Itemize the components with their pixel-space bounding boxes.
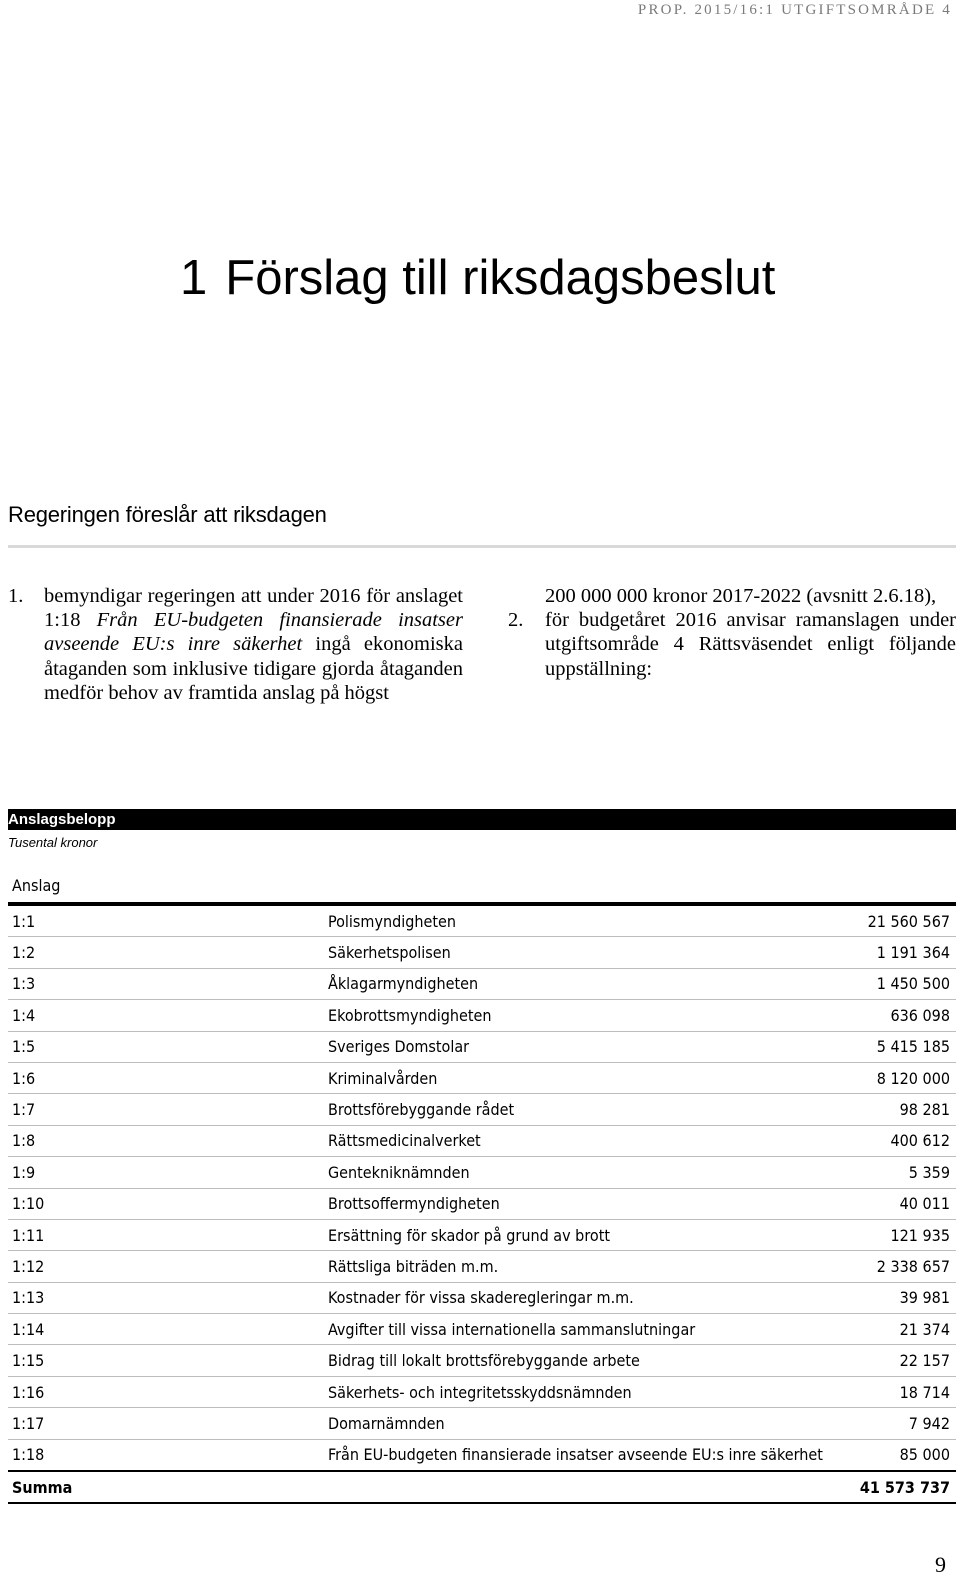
item-number: 1. bbox=[8, 585, 24, 607]
row-amount: 7 942 bbox=[640, 1408, 956, 1439]
row-code: 1:10 bbox=[8, 1188, 324, 1219]
row-amount: 21 560 567 bbox=[640, 904, 956, 937]
table-row bbox=[8, 1408, 956, 1439]
row-name: Gentekniknämnden bbox=[324, 1157, 640, 1188]
row-amount: 39 981 bbox=[640, 1282, 956, 1313]
row-code: 1:3 bbox=[8, 968, 324, 999]
item-text-b: ingå ekonomiska åtaganden som inklusive tidigare gjorda åtaganden medför behov av framtida anslag på högst bbox=[44, 633, 463, 704]
sum-amount: 41 573 737 bbox=[640, 1471, 956, 1503]
table-row bbox=[8, 1282, 956, 1313]
row-name: Ersättning för skador på grund av brott bbox=[324, 1219, 640, 1250]
table-row bbox=[8, 1251, 956, 1282]
proposal-item-1 bbox=[8, 584, 463, 705]
table-row bbox=[8, 1094, 956, 1125]
row-amount: 636 098 bbox=[640, 1000, 956, 1031]
row-name: Polismyndigheten bbox=[324, 904, 640, 937]
item-text: för budgetåret 2016 anvisar ramanslagen under utgiftsområde 4 Rättsväsendet enligt följande uppställning: bbox=[545, 609, 956, 680]
row-code: 1:13 bbox=[8, 1282, 324, 1313]
row-code: 1:7 bbox=[8, 1094, 324, 1125]
proposal-item-1-continuation: 200 000 000 kronor 2017-2022 (avsnitt 2.6.18), bbox=[545, 585, 937, 607]
column-left bbox=[8, 584, 463, 705]
row-amount: 5 415 185 bbox=[640, 1031, 956, 1062]
table-row bbox=[8, 1439, 956, 1471]
table-unit: Tusental kronor bbox=[8, 835, 98, 850]
table-row bbox=[8, 1031, 956, 1062]
row-code: 1:18 bbox=[8, 1439, 324, 1471]
row-code: 1:9 bbox=[8, 1157, 324, 1188]
row-name: Säkerhetspolisen bbox=[324, 937, 640, 968]
chapter-number: 1 bbox=[180, 251, 208, 305]
table-row bbox=[8, 1219, 956, 1250]
page-number: 9 bbox=[935, 1552, 946, 1577]
row-amount: 85 000 bbox=[640, 1439, 956, 1471]
row-name: Brottsoffermyndigheten bbox=[324, 1188, 640, 1219]
running-header: PROP. 2015/16:1 UTGIFTSOMRÅDE 4 bbox=[637, 2, 952, 18]
row-code: 1:17 bbox=[8, 1408, 324, 1439]
appropriations-table bbox=[8, 868, 956, 1504]
row-name: Ekobrottsmyndigheten bbox=[324, 1000, 640, 1031]
row-name: Avgifter till vissa internationella sammanslutningar bbox=[324, 1314, 640, 1345]
row-name: Brottsförebyggande rådet bbox=[324, 1094, 640, 1125]
row-code: 1:2 bbox=[8, 937, 324, 968]
row-name: Rättsmedicinalverket bbox=[324, 1125, 640, 1156]
row-amount: 2 338 657 bbox=[640, 1251, 956, 1282]
table-title: Anslagsbelopp bbox=[8, 809, 956, 830]
table-row bbox=[8, 1314, 956, 1345]
row-code: 1:6 bbox=[8, 1062, 324, 1093]
table-row bbox=[8, 1062, 956, 1093]
table-sum-row bbox=[8, 1471, 956, 1503]
lead-heading: Regeringen föreslår att riksdagen bbox=[8, 502, 327, 527]
table-row bbox=[8, 904, 956, 937]
row-amount: 1 191 364 bbox=[640, 937, 956, 968]
row-code: 1:16 bbox=[8, 1376, 324, 1407]
item-text-a: bemyndigar regeringen att under 2016 för anslaget 1:18 bbox=[44, 585, 463, 632]
row-name: Åklagarmyndigheten bbox=[324, 968, 640, 999]
table-row bbox=[8, 968, 956, 999]
row-name: Kriminalvården bbox=[324, 1062, 640, 1093]
row-code: 1:1 bbox=[8, 904, 324, 937]
row-name: Rättsliga biträden m.m. bbox=[324, 1251, 640, 1282]
row-code: 1:15 bbox=[8, 1345, 324, 1376]
table-row bbox=[8, 937, 956, 968]
row-name: Kostnader för vissa skaderegleringar m.m. bbox=[324, 1282, 640, 1313]
chapter-title-text: Förslag till riksdagsbeslut bbox=[225, 251, 776, 305]
row-amount: 22 157 bbox=[640, 1345, 956, 1376]
row-amount: 18 714 bbox=[640, 1376, 956, 1407]
table bbox=[8, 868, 956, 1504]
table-row bbox=[8, 1157, 956, 1188]
column-header-anslag: Anslag bbox=[8, 868, 956, 904]
column-right bbox=[508, 584, 956, 681]
sum-label: Summa bbox=[8, 1471, 640, 1503]
row-code: 1:11 bbox=[8, 1219, 324, 1250]
row-amount: 1 450 500 bbox=[640, 968, 956, 999]
row-amount: 98 281 bbox=[640, 1094, 956, 1125]
row-code: 1:12 bbox=[8, 1251, 324, 1282]
table-row bbox=[8, 1188, 956, 1219]
table-body bbox=[8, 904, 956, 1503]
row-amount: 21 374 bbox=[640, 1314, 956, 1345]
row-code: 1:14 bbox=[8, 1314, 324, 1345]
item-number: 2. bbox=[508, 609, 524, 632]
row-code: 1:4 bbox=[8, 1000, 324, 1031]
table-header-row bbox=[8, 868, 956, 904]
row-amount: 5 359 bbox=[640, 1157, 956, 1188]
row-name: Från EU-budgeten finansierade insatser avseende EU:s inre säkerhet bbox=[324, 1439, 640, 1471]
lead-divider bbox=[8, 545, 956, 548]
row-name: Sveriges Domstolar bbox=[324, 1031, 640, 1062]
table-row bbox=[8, 1376, 956, 1407]
table-row bbox=[8, 1000, 956, 1031]
row-name: Bidrag till lokalt brottsförebyggande arbete bbox=[324, 1345, 640, 1376]
row-code: 1:5 bbox=[8, 1031, 324, 1062]
row-amount: 400 612 bbox=[640, 1125, 956, 1156]
row-amount: 8 120 000 bbox=[640, 1062, 956, 1093]
chapter-title bbox=[180, 250, 775, 306]
row-name: Domarnämnden bbox=[324, 1408, 640, 1439]
proposal-item-2 bbox=[508, 608, 956, 681]
row-amount: 121 935 bbox=[640, 1219, 956, 1250]
table-row bbox=[8, 1125, 956, 1156]
row-amount: 40 011 bbox=[640, 1188, 956, 1219]
row-code: 1:8 bbox=[8, 1125, 324, 1156]
table-row bbox=[8, 1345, 956, 1376]
row-name: Säkerhets- och integritetsskyddsnämnden bbox=[324, 1376, 640, 1407]
item-text-italic: Från EU-budgeten finansierade insatser avseende EU:s inre säkerhet bbox=[44, 609, 463, 656]
